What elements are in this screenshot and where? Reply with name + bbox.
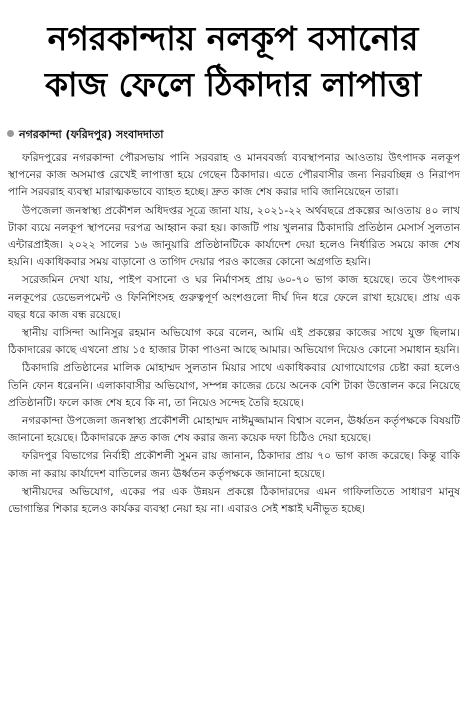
paragraph: ঠিকাদারি প্রতিষ্ঠানের মালিক মোহাম্মদ সুলতান মিয়ার সাথে একাধিকবার যোগাযোগের চেষ্টা করা হলেও তিনি ফোন ধরেননি। এলাকাবাসীর অভিযোগ, সম্পন্ন কাজের চেয়ে অনেক বেশি টাকা উত্তোলন করে নিয়েছে প্রতিষ্ঠানটি। ফলে কাজ শেষ হবে কি না, তা নিয়েও সন্দেহ তৈরি হয়েছে। (8, 362, 460, 409)
paragraph: স্থানীয় বাসিন্দা আনিসুর রহমান অভিযোগ করে বলেন, আমি এই প্রকল্পের কাজের সাথে যুক্ত ছিলাম। ঠিকাদারের কাছে এখনো প্রায় ১৫ হাজার টাকা পাওনা আছে আমার। অভিযোগ দিয়েও কোনো সমাধান হয়নি। (8, 327, 460, 357)
paragraph: উপজেলা জনস্বাস্থ্য প্রকৌশল অধিদপ্তর সূত্রে জানা যায়, ২০২১-২২ অর্থবছরে প্রকল্পের আওতায় ৪০ লাখ টাকা ব্যয়ে নলকূপ স্থাপনের দরপত্র আহ্বান করা হয়। কাজটি পায় খুলনার ঠিকাদারি প্রতিষ্ঠান মেসার্স সুলতান এন্টারপ্রাইজ। ২০২২ সালের ১৬ জানুয়ারি প্রতিষ্ঠানটিকে কার্যাদেশ দেয়া হলেও নির্ধারিত সময়ে কাজ শেষ হয়নি। একাধিকবার সময় বাড়ানো ও তাগিদ দেয়ার পরও কাজের কোনো অগ্রগতি হয়নি। (8, 204, 460, 269)
paragraph: ফরিদপুরের নগরকান্দা পৌরসভায় পানি সরবরাহ ও মানববর্জ্য ব্যবস্থাপনার আওতায় উৎপাদক নলকূপ স্থাপনের কাজ অসমাপ্ত রেখেই লাপাত্তা হয়ে গেছেন ঠিকাদার। এতে পৌরবাসীর জন্য নিরবচ্ছিন্ন ও নিরাপদ পানি সরবরাহ ব্যবস্থা মারাত্মকভাবে ব্যাহত হচ্ছে। দ্রুত কাজ শেষ করার দাবি জানিয়েছেন তারা। (8, 152, 460, 199)
headline-line-1: নগরকান্দায় নলকূপ বসানোর (47, 19, 419, 58)
paragraph: স্থানীয়দের অভিযোগ, একের পর এক উন্নয়ন প্রকল্পে ঠিকাদারদের এমন গাফিলতিতে সাধারণ মানুষ ভোগান্তির শিকার হলেও কার্যকর ব্যবস্থা নেয়া হয় না। এবারও সেই শঙ্কাই ঘনীভূত হচ্ছে। (8, 485, 460, 516)
bullet-dot-icon (7, 130, 14, 137)
paragraph: ফরিদপুর বিভাগের নির্বাহী প্রকৌশলী সুমন রায় জানান, ঠিকাদার প্রায় ৭০ ভাগ কাজ করেছে। কিন্তু বাকি কাজ না করায় কার্যাদেশ বাতিলের জন্য ঊর্ধ্বতন কর্তৃপক্ষকে জানানো হয়েছে। (8, 450, 460, 480)
byline-text: নগরকান্দা (ফরিদপুর) সংবাদদাতা (19, 128, 164, 141)
paragraph: নগরকান্দা উপজেলা জনস্বাস্থ্য প্রকৌশলী মোহাম্মদ নাঈমুজ্জামান বিশ্বাস বলেন, ঊর্ধ্বতন কর্তৃপক্ষকে বিষয়টি জানানো হয়েছে। ঠিকাদারকে দ্রুত কাজ শেষ করার জন্য কয়েক দফা চিঠিও দেয়া হয়েছে। (8, 415, 460, 445)
byline (7, 127, 457, 143)
headline (8, 16, 458, 108)
article-body (8, 150, 460, 519)
headline-line-2: কাজ ফেলে ঠিকাদার লাপাত্তা (44, 65, 422, 104)
paragraph: সরেজমিন দেখা যায়, পাইপ বসানো ও ঘর নির্মাণসহ প্রায় ৬০-৭০ ভাগ কাজ হয়েছে। তবে উৎপাদক নলকূপের ডেভেলপমেন্ট ও ফিনিশিংসহ গুরুত্বপূর্ণ অংশগুলো দীর্ঘ দিন ধরে ফেলে রাখা হয়েছে। প্রায় এক বছর ধরে কাজ বন্ধ রয়েছে। (8, 274, 460, 321)
